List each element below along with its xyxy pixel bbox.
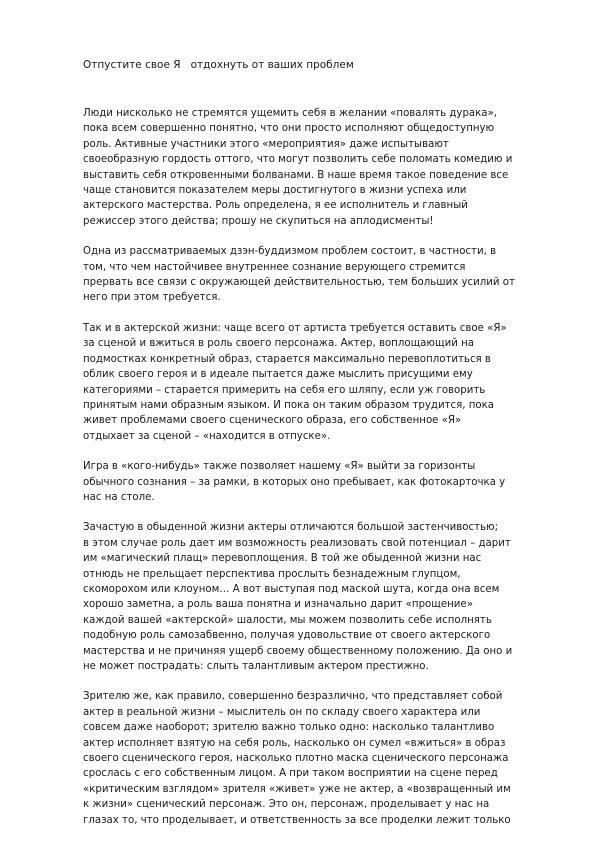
paragraph: Одна из рассматриваемых дзэн-буддизмом проблем состоит, в частности, в том, что чем настойчивее внутреннее сознание верующего стремится прервать все связи с окружающей действительностью, тем больших усилий от него при этом требуется. <box>83 246 515 304</box>
paragraph: Люди нисколько не стремятся ущемить себя в желании «повалять дурака», пока всем совершенно понятно, что они просто исполняют общедоступную роль. Активные участники этого «мероприятия» даже испытывают своеобразную гордость оттого, что могут позволить себе поломать комедию и выставить себя откровенными болванами. В наше время такое поведение все чаще становится показателем меры достигнутого в жизни успеха или актерского мастерства. Роль определена, я ее исполнитель и главный режиссер этого действа; прошу не скупиться на аплодисменты! <box>83 108 513 227</box>
document-title: Отпустите свое Я отдохнуть от ваших проблем <box>83 59 354 71</box>
paragraph: Так и в актерской жизни: чаще всего от артиста требуется оставить свое «Я» за сценой и вжиться в роль своего персонажа. Актер, воплощающий на подмостках конкретный образ, старается максимально перевоплотиться в облик своего героя и в идеале пытается даже мыслить присущими ему категориями – старается примерить на себя его шляпу, если уж говорить принятым нами образным языком. И пока он таким образом трудится, пока живет проблемами своего сценического образа, его собственное «Я» отдыхает за сценой – «находится в отпуске». <box>83 322 507 442</box>
paragraph: Игра в «кого-нибудь» также позволяет нашему «Я» выйти за горизонты обычного сознания – за рамки, в которых оно пребывает, как фотокарточка у нас на столе. <box>83 461 506 503</box>
paragraph: Зрителю же, как правило, совершенно безразлично, что представляет собой актер в реальной жизни – мыслитель он по складу своего характера или совсем даже наоборот; зрителю важно только одно: насколько талантливо актер исполняет взятую на себя роль, насколько он сумел «вжиться» в образ своего сценического героя, насколько плотно маска сценического персонажа срослась с его собственным лицом. А при таком восприятии на сцене перед «критическим взглядом» зрителя «живет» уже не актер, а «возвращенный им к жизни» сценический персонаж. Это он, персонаж, проделывает у нас на глазах то, что проделывает, и ответственность за все проделки лежит только <box>83 691 511 826</box>
paragraph: Зачастую в обыденной жизни актеры отличаются большой застенчивостью; в этом случае роль дает им возможность реализовать свой потенциал – дарит им «магический плащ» перевоплощения. В той же обыденной жизни нас отнюдь не прельщает перспектива прослыть безнадежным глупцом, скоморохом или клоуном… А вот выступая под маской шута, когда она всем хорошо заметна, а роль ваша понятна и изначально дарит «прощение» каждой вашей «актерской» шалости, мы можем позволить себе исполнять подобную роль самозабвенно, получая удовольствие от своего актерского мастерства и не причиняя ущерб своему общественному положению. Да оно и не может пострадать: слыть талантливым актером престижно. <box>83 522 513 672</box>
document-body <box>83 106 553 843</box>
